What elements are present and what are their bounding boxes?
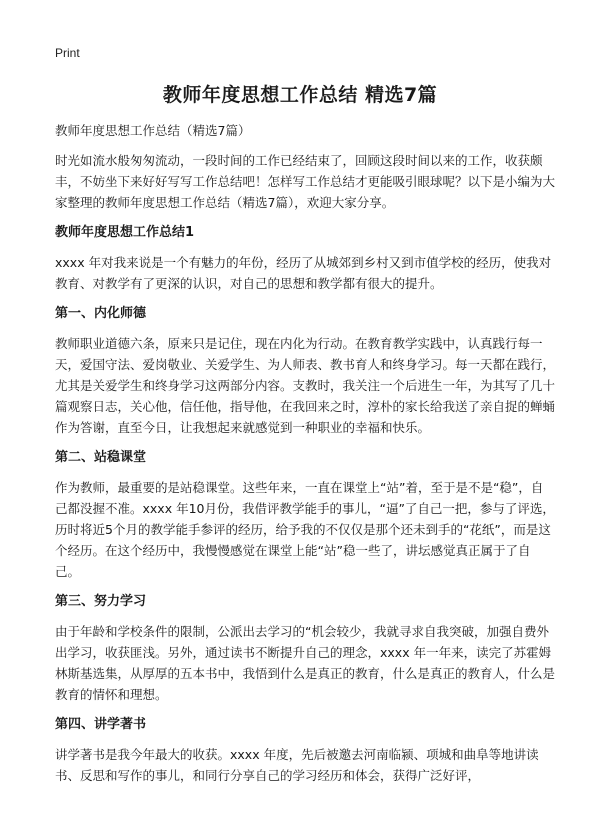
section-heading-3: 第三、努力学习 [55, 594, 147, 609]
subtitle: 教师年度思想工作总结（精选7篇） [55, 123, 251, 138]
print-label[interactable]: Print [55, 46, 80, 60]
heading-summary-1: 教师年度思想工作总结1 [55, 225, 195, 240]
page-title: 教师年度思想工作总结 精选7篇 [162, 84, 438, 106]
paragraph-2: 教师职业道德六条，原来只是记住，现在内化为行动。在教育教学实践中，认真践行每一天，爱国守法、爱岗敬业、关爱学生、为人师表、教书育人和终身学习。每一天都在践行，尤其是关爱学生和终身学习这两部分内容。支教时，我关注一个后进生一年，为其写了几十篇观察日志，关心他，信任他，指导他，在我回来之时，淳朴的家长给我送了亲自捉的蝉蛹作为答谢，直至今日，让我想起来就感觉到一种职业的幸福和快乐。 [55, 336, 556, 435]
paragraph-5: 讲学著书是我今年最大的收获。xxxx 年度，先后被邀去河南临颍、项城和曲阜等地讲读书、反思和写作的事儿，和同行分享自己的学习经历和体会，获得广泛好评， [55, 747, 539, 783]
intro-paragraph: 时光如流水般匆匆流动，一段时间的工作已经结束了，回顾这段时间以来的工作，收获颇丰，不妨坐下来好好写写工作总结吧！怎样写工作总结才更能吸引眼球呢？以下是小编为大家整理的教师年度思想工作总结（精选7篇），欢迎大家分享。 [55, 153, 556, 210]
paragraph-1: xxxx 年对我来说是一个有魅力的年份，经历了从城郊到乡村又到市值学校的经历，使我对教育、对教学有了更深的认识，对自己的思想和教学都有很大的提升。 [55, 255, 552, 291]
section-heading-1: 第一、内化师德 [55, 306, 147, 321]
paragraph-4: 由于年龄和学校条件的限制，公派出去学习的“机会较少，我就寻求自我突破，加强自费外出学习，收获匪浅。另外，通过读书不断提升自己的理念，xxxx 年一年来，读完了苏霍姆林斯基选集，从厚厚的五本书中，我悟到什么是真正的教育，什么是真正的教育人，什么是教育的情怀和理想。 [55, 624, 556, 702]
section-heading-4: 第四、讲学著书 [55, 717, 147, 732]
paragraph-3: 作为教师，最重要的是站稳课堂。这些年来，一直在课堂上“站”着，至于是不是“稳”，自己都没握不准。xxxx 年10月份，我借评教学能手的事儿，“逼”了自己一把，参与了评选，历时将近5个月的教学能手参评的经历，给予我的不仅仅是那个还未到手的“花纸”，而是这个经历。在这个经历中，我慢慢感觉在课堂上能“站”稳一些了，讲坛感觉真正属于了自己。 [55, 480, 555, 579]
section-heading-2: 第二、站稳课堂 [55, 450, 147, 465]
document-body [55, 120, 555, 786]
